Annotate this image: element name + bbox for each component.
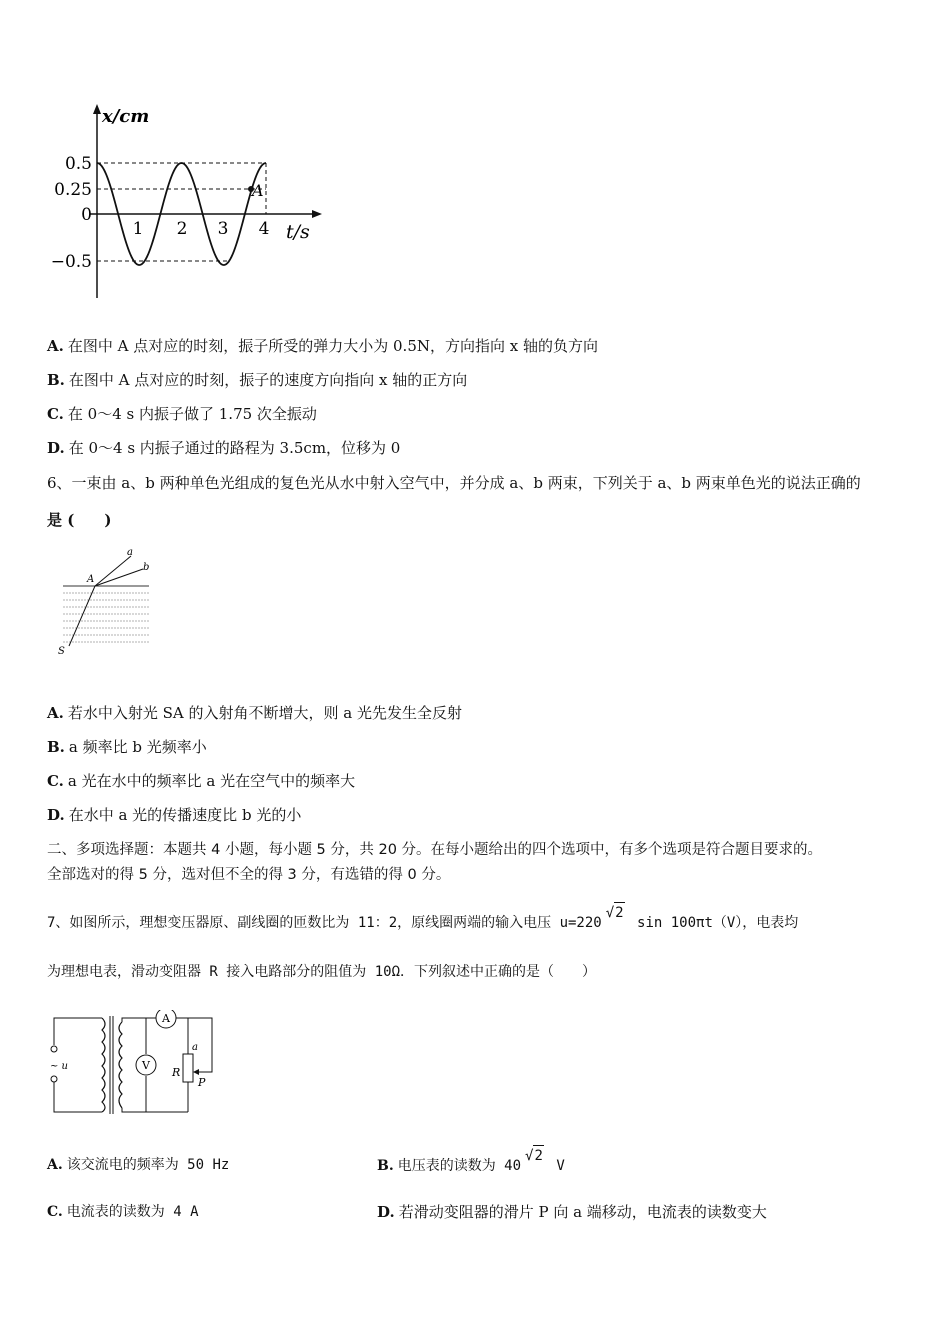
x-axis-arrow (312, 210, 322, 218)
x-axis-label: t/s (286, 221, 310, 243)
displacement-time-graph (40, 98, 340, 308)
resistor-label: R (172, 1066, 181, 1079)
q7-option-b[interactable]: B. 电压表的读数为 40√2 V (377, 1155, 565, 1176)
y-tick-0.25: 0.25 (54, 180, 92, 200)
sqrt-symbol: √2 (606, 902, 625, 923)
secondary-bottom-wire (122, 1108, 188, 1112)
q6-option-b[interactable]: B. a 频率比 b 光频率小 (47, 738, 207, 756)
y-axis-arrow (93, 104, 101, 114)
x-tick-4: 4 (258, 219, 270, 239)
label-b: b (143, 562, 150, 573)
q5-option-d[interactable]: D. 在 0～4 s 内振子通过的路程为 3.5cm，位移为 0 (47, 439, 401, 457)
incident-ray (69, 586, 95, 646)
q7-option-c[interactable]: C. 电流表的读数为 4 A (47, 1204, 199, 1220)
point-a-label: A (252, 181, 264, 200)
ray-b (95, 569, 143, 586)
x-tick-2: 2 (176, 219, 188, 239)
label-A: A (87, 574, 95, 585)
secondary-top-right-wire (176, 1018, 212, 1040)
transformer-circuit (42, 1010, 222, 1120)
q5-option-a[interactable]: A. 在图中 A 点对应的时刻，振子所受的弹力大小为 0.5N，方向指向 x 轴的负方向 (47, 337, 598, 355)
secondary-coil (119, 1022, 122, 1108)
slider-arrow (193, 1069, 199, 1075)
ray-a (95, 556, 131, 586)
terminal-top (51, 1046, 57, 1052)
primary-coil (102, 1018, 105, 1112)
sqrt-symbol-b: √2 (525, 1145, 544, 1166)
label-S: S (58, 646, 65, 657)
label-a: a (127, 547, 133, 558)
q6-stem-line2: 是 ( ) (47, 511, 112, 529)
refraction-figure (55, 544, 165, 659)
y-tick-0.5: 0.5 (64, 154, 92, 174)
y-axis-label: x/cm (102, 106, 150, 127)
q6-option-c[interactable]: C. a 光在水中的频率比 a 光在空气中的频率大 (47, 772, 356, 790)
x-tick-1: 1 (132, 219, 144, 239)
primary-bottom-wire (54, 1082, 102, 1112)
q7-option-a[interactable]: A. 该交流电的频率为 50 Hz (47, 1157, 230, 1173)
water-hatching (63, 593, 149, 642)
y-tick-0: 0 (81, 205, 92, 225)
q6-stem-line1: 6、一束由 a、b 两种单色光组成的复色光从水中射入空气中，并分成 a、b 两束，下列关于 a、b 两束单色光的说法正确的 (47, 474, 861, 492)
q6-option-d[interactable]: D. 在水中 a 光的传播速度比 b 光的小 (47, 806, 302, 824)
terminal-bottom (51, 1076, 57, 1082)
ammeter-label: A (162, 1012, 170, 1025)
q7-stem-line1: 7、如图所示，理想变压器原、副线圈的匝数比为 11：2，原线圈两端的输入电压 u=220√2 sin 100πt（V），电表均 (47, 912, 907, 933)
y-tick-neg-0.5: −0.5 (50, 252, 92, 272)
section2-line1: 二、多项选择题：本题共 4 小题，每小题 5 分，共 20 分。在每小题给出的四个选项中，有多个选项是符合题目要求的。 (47, 842, 823, 858)
secondary-top-wire (122, 1018, 156, 1022)
q7-stem-line2: 为理想电表，滑动变阻器 R 接入电路部分的阻值为 10Ω．下列叙述中正确的是（ ） (47, 964, 596, 980)
label-P: P (198, 1076, 206, 1089)
section2-line2: 全部选对的得 5 分，选对但不全的得 3 分，有选错的得 0 分。 (47, 867, 451, 883)
source-label: ~ u (50, 1061, 68, 1072)
voltmeter-label: V (142, 1059, 150, 1072)
label-a-end: a (192, 1042, 198, 1053)
q7-option-d[interactable]: D. 若滑动变阻器的滑片 P 向 a 端移动，电流表的读数变大 (377, 1203, 767, 1221)
resistor (183, 1054, 193, 1082)
primary-top-wire (54, 1018, 102, 1045)
q5-option-c[interactable]: C. 在 0～4 s 内振子做了 1.75 次全振动 (47, 405, 317, 423)
q6-option-a[interactable]: A. 若水中入射光 SA 的入射角不断增大，则 a 光先发生全反射 (47, 704, 463, 722)
q5-option-b[interactable]: B. 在图中 A 点对应的时刻，振子的速度方向指向 x 轴的正方向 (47, 371, 468, 389)
slider-wire (196, 1040, 212, 1072)
x-tick-3: 3 (217, 219, 229, 239)
